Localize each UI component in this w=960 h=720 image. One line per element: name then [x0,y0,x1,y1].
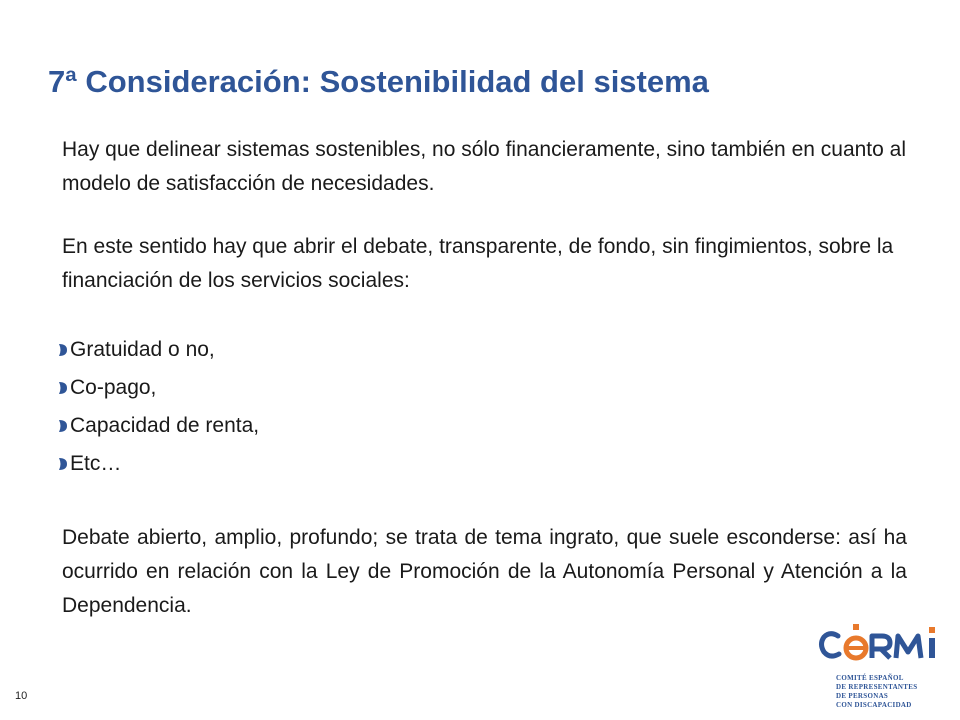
half-circle-bullet-icon [58,343,67,357]
half-circle-bullet-icon [58,419,67,433]
logo-caption-line: DE REPRESENTANTES [836,683,918,691]
bullet-item [58,407,259,445]
paragraph-open-debate: Debate abierto, amplio, profundo; se trata de tema ingrato, que suele esconderse: así ha ocurrido en relación con la Ley de Promoción de la Autonomía Personal y Atención a la Dependencia. [62,526,907,617]
logo-caption-line: COMITÉ ESPAÑOL [836,674,904,682]
slide-title: 7ª Consideración: Sostenibilidad del sistema [48,64,709,99]
bullet-item [58,369,259,407]
bullet-item [58,331,259,369]
bullet-text: Gratuidad o no, [70,338,215,361]
cermi-logo-caption [836,674,948,710]
bullet-text: Capacidad de renta, [70,414,260,437]
paragraph-sustainability: Hay que delinear sistemas sostenibles, no sólo financieramente, sino también en cuanto al modelo de satisfacción de necesidades. [62,138,906,195]
logo-caption-line: DE PERSONAS [836,692,889,700]
logo-caption-line: CON DISCAPACIDAD [836,701,912,709]
bullet-list [58,331,259,483]
bullet-text: Co-pago, [70,376,157,399]
page-number: 10 [15,690,28,702]
half-circle-bullet-icon [58,457,67,471]
bullet-item [58,445,259,483]
bullet-text: Etc… [70,452,122,475]
cermi-wordmark-icon [818,622,948,672]
paragraph-debate: En este sentido hay que abrir el debate, transparente, de fondo, sin fingimientos, sobre la financiación de los servicios sociales: [62,235,894,292]
half-circle-bullet-icon [58,381,67,395]
cermi-logo [818,622,948,714]
